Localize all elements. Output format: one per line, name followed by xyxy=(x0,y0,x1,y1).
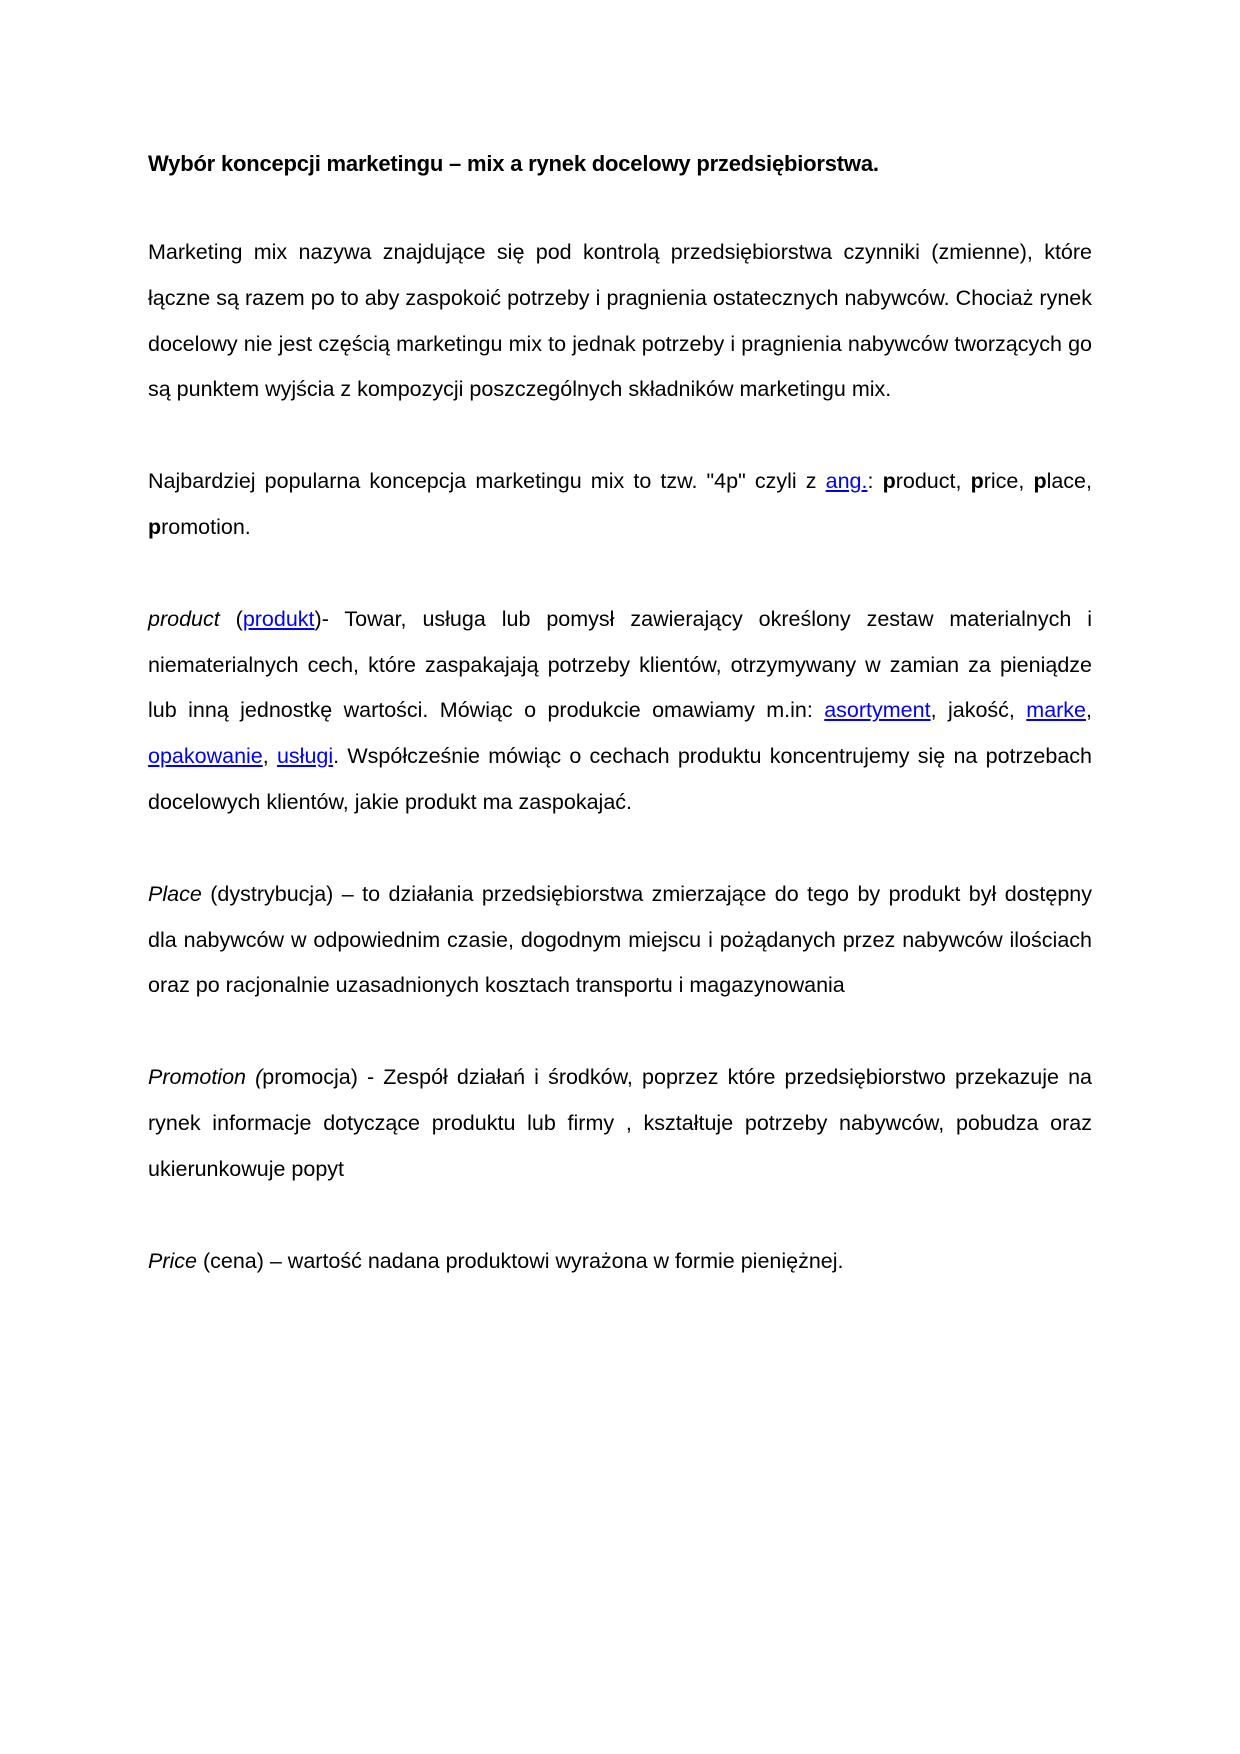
paragraph-text: romotion. xyxy=(161,514,251,539)
paragraph-text: (cena) – wartość nadana produktowi wyrażona w formie pieniężnej. xyxy=(196,1248,844,1273)
link-marke[interactable]: marke xyxy=(1026,698,1087,723)
bold-p: p xyxy=(148,514,162,539)
bold-p: p xyxy=(1033,469,1047,494)
paragraph-text: lace, xyxy=(1046,469,1092,494)
term-product: product xyxy=(148,606,220,631)
paragraph-marketing-mix xyxy=(148,230,1092,413)
paragraph-text: . Współcześnie mówiąc o cechach produktu koncentrujemy się na potrzebach docelowych klientów, jakie produkt ma zaspokajać. xyxy=(148,744,1092,814)
bold-p: p xyxy=(970,469,984,494)
bold-p: p xyxy=(882,469,896,494)
paragraph-text: , xyxy=(262,744,277,769)
link-opakowanie[interactable]: opakowanie xyxy=(148,744,263,769)
link-asortyment[interactable]: asortyment xyxy=(824,698,931,723)
paragraph-price xyxy=(148,1239,1092,1285)
paragraph-text: Marketing mix nazywa znajdujące się pod kontrolą przedsiębiorstwa czynniki (zmienne), które łączne są razem po to aby zaspokoić potrzeby i pragnienia ostatecznych nabywców. Chociaż rynek docelowy nie jest częścią marketingu mix to jednak potrzeby i pragnienia nabywców tworzących go są punktem wyjścia z kompozycji poszczególnych składników marketingu mix. xyxy=(148,240,1092,402)
term-place: Place xyxy=(148,881,202,906)
term-price: Price xyxy=(148,1248,197,1273)
paragraph-text: ( xyxy=(219,606,243,631)
paragraph-text: Najbardziej popularna koncepcja marketingu mix to tzw. "4p" czyli z xyxy=(148,469,826,494)
term-promotion: Promotion ( xyxy=(148,1065,263,1090)
paragraph-promotion xyxy=(148,1055,1092,1192)
paragraph-text: rice, xyxy=(983,469,1034,494)
paragraph-product xyxy=(148,597,1092,826)
link-ang[interactable]: ang. xyxy=(825,469,868,494)
paragraph-text: , xyxy=(1086,698,1092,723)
link-produkt[interactable]: produkt xyxy=(242,606,315,631)
document-title: Wybór koncepcji marketingu – mix a rynek docelowy przedsiębiorstwa. xyxy=(148,151,879,176)
document-page xyxy=(148,150,1092,1284)
paragraph-place xyxy=(148,872,1092,1009)
paragraph-text: , jakość, xyxy=(930,698,1027,723)
paragraph-text: )- Towar, usługa lub pomysł zawierający określony zestaw materialnych i niematerialnych cech, które zaspakajają potrzeby klientów, otrzymywany w zamian za pieniądze lub inną jednostkę wartości. Mówiąc o produkcie omawiamy m.in: xyxy=(148,606,1092,723)
paragraph-text: promocja) - Zespół działań i środków, poprzez które przedsiębiorstwo przekazuje na rynek informacje dotyczące produktu lub firmy , kształtuje potrzeby nabywców, pobudza oraz ukierunkowuje popyt xyxy=(148,1065,1093,1181)
link-uslugi[interactable]: usługi xyxy=(276,744,334,769)
paragraph-text: roduct, xyxy=(895,469,971,494)
paragraph-text: : xyxy=(867,469,883,494)
paragraph-text: (dystrybucja) – to działania przedsiębiorstwa zmierzające do tego by produkt był dostępny dla nabywców w odpowiednim czasie, dogodnym miejscu i pożądanych przez nabywców ilościach oraz po racjonalnie uzasadnionych kosztach transportu i magazynowania xyxy=(148,881,1092,998)
paragraph-4p xyxy=(148,459,1092,551)
